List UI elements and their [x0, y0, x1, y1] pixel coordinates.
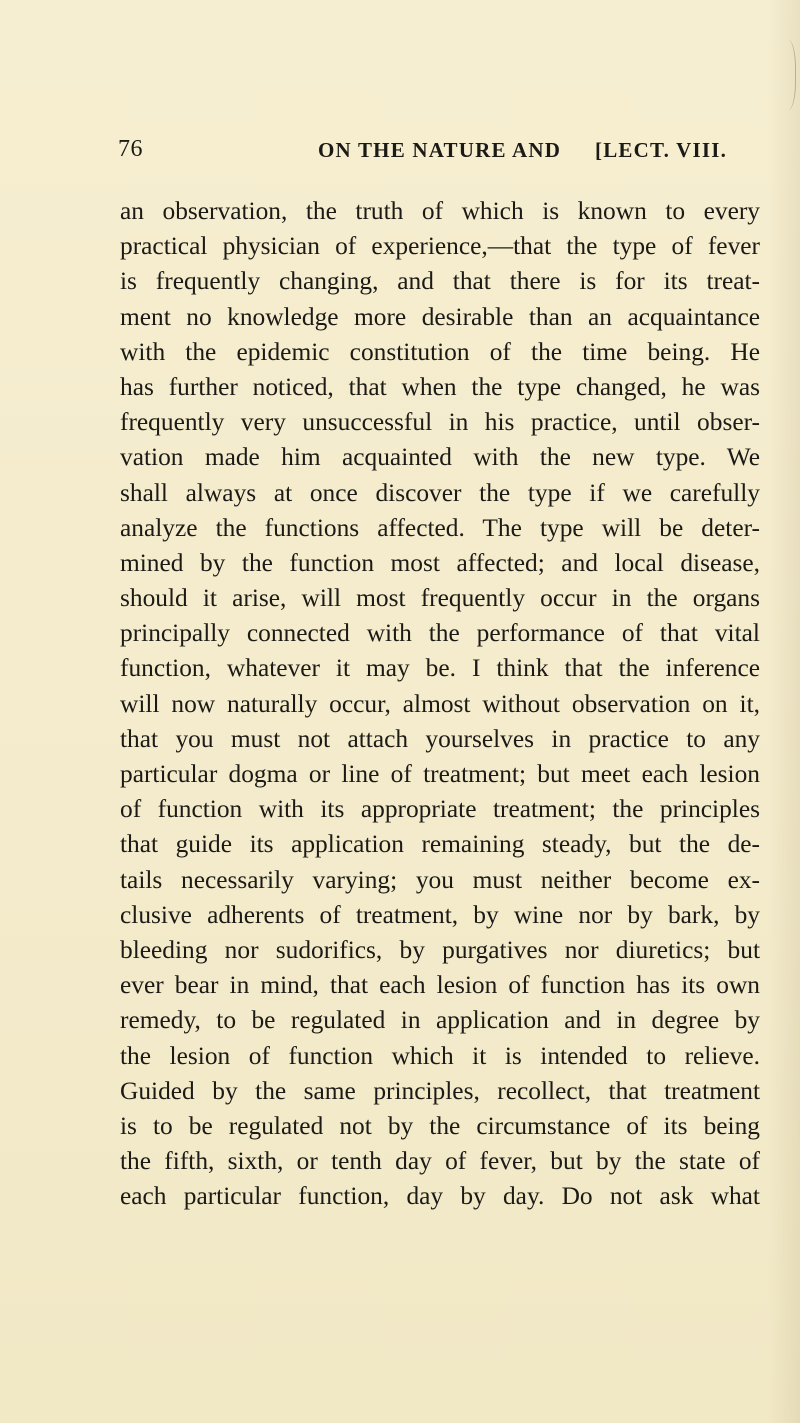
text-line: function, whatever it may be. I think that the inference — [120, 654, 760, 683]
text-line: that you must not attach yourselves in practice to any — [120, 724, 760, 753]
text-line: with the epidemic constitution of the time being. He — [120, 337, 760, 366]
running-head — [118, 136, 758, 172]
running-head-lecture: [LECT. VIII. — [595, 138, 728, 162]
text-line: tails necessarily varying; you must neither become ex- — [120, 865, 760, 894]
text-line: analyze the functions affected. The type will be deter- — [120, 513, 760, 542]
text-line: frequently very unsuccessful in his practice, until obser- — [120, 408, 760, 437]
text-line: an observation, the truth of which is known to every — [120, 197, 760, 225]
text-line: Guided by the same principles, recollect, that treatment — [120, 1076, 760, 1105]
text-line: of function with its appropriate treatment; the principles — [120, 795, 760, 824]
text-line: will now naturally occur, almost without observation on it, — [120, 689, 760, 718]
text-line: remedy, to be regulated in application and in degree by — [120, 1006, 760, 1035]
running-head-title: ON THE NATURE AND — [318, 138, 562, 162]
text-line: practical physician of experience,—that the type of fever — [120, 232, 760, 261]
text-line: has further noticed, that when the type changed, he was — [120, 372, 760, 401]
page-edge-mark — [777, 40, 796, 110]
body-text — [120, 194, 760, 1214]
text-line: bleeding nor sudorifics, by purgatives nor diuretics; but — [120, 935, 760, 964]
text-line: principally connected with the performance of that vital — [120, 619, 760, 648]
text-line: mined by the function most affected; and local disease, — [120, 548, 760, 577]
text-line: ment no knowledge more desirable than an acquaintance — [120, 302, 760, 331]
text-line: shall always at once discover the type if we carefully — [120, 478, 760, 507]
page-number: 76 — [118, 136, 143, 162]
text-line: the lesion of function which it is intended to relieve. — [120, 1041, 760, 1070]
text-line: is frequently changing, and that there is for its treat- — [120, 267, 760, 296]
text-line: each particular function, day by day. Do not ask what — [120, 1182, 760, 1211]
text-line: ever bear in mind, that each lesion of function has its own — [120, 971, 760, 1000]
text-line: that guide its application remaining steady, but the de- — [120, 830, 760, 859]
text-line: should it arise, will most frequently occur in the organs — [120, 584, 760, 613]
text-line: is to be regulated not by the circumstance of its being — [120, 1111, 760, 1140]
text-line: the fifth, sixth, or tenth day of fever, but by the state of — [120, 1147, 760, 1176]
text-line: clusive adherents of treatment, by wine nor by bark, by — [120, 900, 760, 929]
text-line: particular dogma or line of treatment; but meet each lesion — [120, 760, 760, 788]
text-line: vation made him acquainted with the new type. We — [120, 443, 760, 472]
